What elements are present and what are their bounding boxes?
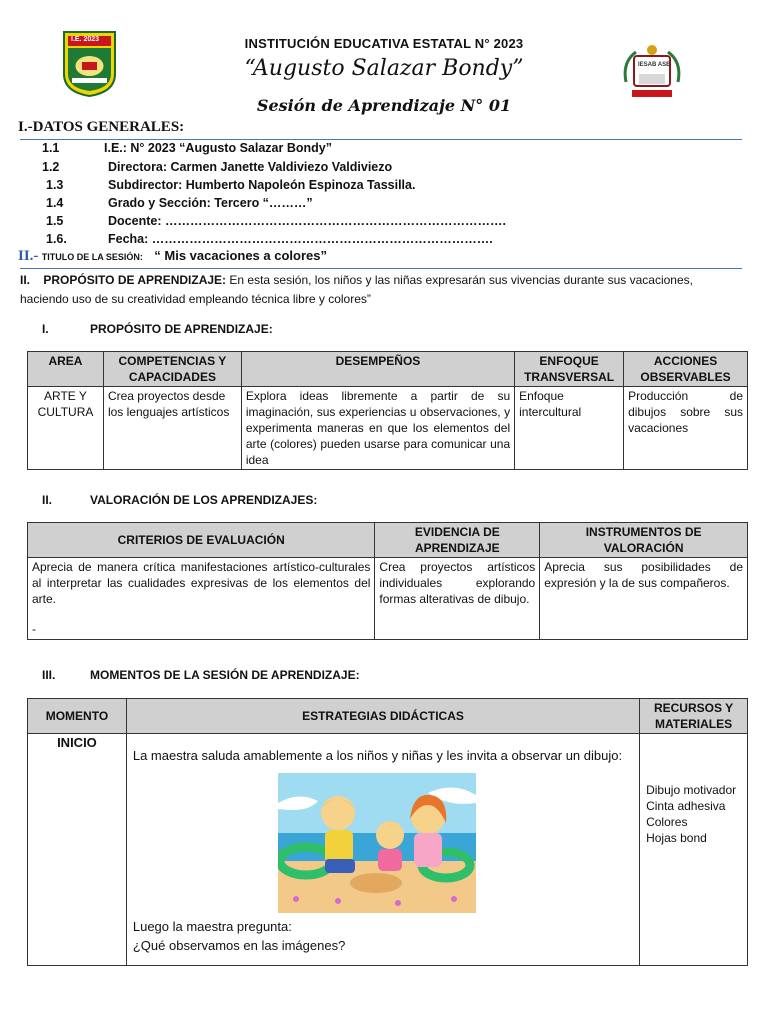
table-cell: Aprecia sus posibilidades de expresión y la de sus compañeros. [540, 558, 748, 640]
table-header: RECURSOS Y MATERIALES [640, 699, 748, 734]
item-number: 1.2 [42, 160, 60, 174]
table-cell: Explora ideas libremente a partir de su imaginación, sus experiencias u observaciones, y experimenta maneras en que los elementos del arte (colores) pueden usarse para comunicar una idea [241, 387, 514, 470]
session-moments-table [27, 698, 748, 966]
purpose-table [27, 351, 748, 470]
question-text: ¿Qué observamos en las imágenes? [132, 938, 346, 953]
item-text: Fecha: ………………………………………………………………………. [108, 232, 493, 246]
roman-numeral: I. [42, 322, 49, 336]
table-cell: Producción de dibujos sobre sus vacaciones [624, 387, 748, 470]
purpose-paragraph [20, 271, 740, 309]
purpose-text: En esta sesión, los niños y las niñas expresarán sus vivencias durante sus vacaciones, haciendo uso de su creatividad empleando técnica libre y colores” [20, 273, 693, 306]
purpose-label: PROPÓSITO DE APRENDIZAJE: [43, 273, 227, 287]
table-header: EVIDENCIA DE APRENDIZAJE [375, 523, 540, 558]
item-number: 1.5 [46, 214, 64, 228]
table-header: ACCIONES OBSERVABLES [624, 352, 748, 387]
table-cell: Crea proyectos desde los lenguajes artísticos [103, 387, 241, 470]
session-title-value: “ Mis vacaciones a colores” [154, 248, 327, 263]
logo-right-label: IESAB ASB [638, 62, 671, 68]
roman-numeral: II. [20, 273, 31, 287]
resources-cell [640, 734, 748, 966]
item-text: I.E.: N° 2023 “Augusto Salazar Bondy” [104, 141, 332, 155]
strategy-cell [126, 734, 639, 966]
table-cell: Enfoque intercultural [515, 387, 624, 470]
assessment-table [27, 522, 748, 640]
strategy-intro: La maestra saluda amablemente a los niños y niñas y les invita a observar un dibujo: [132, 748, 623, 763]
section-title: PROPÓSITO DE APRENDIZAJE: [90, 322, 273, 336]
item-text: Grado y Sección: Tercero “………” [108, 196, 313, 210]
resource-item: Hojas bond [646, 831, 707, 845]
table-header: MOMENTO [28, 699, 127, 734]
table-cell [28, 558, 375, 640]
roman-numeral: II. [42, 493, 53, 507]
section-divider [20, 139, 742, 140]
roman-numeral: II.- [18, 248, 39, 264]
item-number: 1.4 [46, 196, 64, 210]
item-number: 1.6. [46, 232, 67, 246]
item-number: 1.1 [42, 141, 60, 155]
table-header: CRITERIOS DE EVALUACIÓN [28, 523, 375, 558]
roman-numeral: III. [42, 668, 56, 682]
criteria-dash: - [32, 622, 36, 636]
institution-title: INSTITUCIÓN EDUCATIVA ESTATAL N° 2023 [244, 36, 524, 51]
moment-cell: INICIO [28, 734, 127, 966]
school-name: “Augusto Salazar Bondy” [244, 56, 524, 81]
resource-item: Cinta adhesiva [646, 799, 726, 813]
logo-left-label: I.E. 2023 [71, 36, 100, 43]
table-header: COMPETENCIAS Y CAPACIDADES [103, 352, 241, 387]
session-title-label: TITULO DE LA SESIÓN: [41, 252, 143, 262]
table-header: ENFOQUE TRANSVERSAL [515, 352, 624, 387]
motivational-drawing [278, 773, 476, 913]
resource-item: Colores [646, 815, 688, 829]
section-title: VALORACIÓN DE LOS APRENDIZAJES: [90, 493, 318, 507]
table-cell: ARTE Y CULTURA [28, 387, 104, 470]
question-intro: Luego la maestra pregunta: [132, 919, 292, 934]
item-number: 1.3 [46, 178, 64, 192]
session-title: Sesión de Aprendizaje N° 01 [256, 96, 512, 115]
item-text: Directora: Carmen Janette Valdiviezo Valdiviezo [108, 160, 393, 174]
table-header: ESTRATEGIAS DIDÁCTICAS [126, 699, 639, 734]
session-title-row [18, 248, 327, 265]
resource-item: Dibujo motivador [646, 783, 737, 797]
table-cell: Crea proyectos artísticos individuales explorando formas alterativas de dibujo. [375, 558, 540, 640]
item-text: Subdirector: Humberto Napoleón Espinoza Tassilla. [108, 178, 416, 192]
table-header: AREA [28, 352, 104, 387]
criteria-text: Aprecia de manera crítica manifestaciones artístico-culturales al interpretar las cualidades expresivas de los elementos del arte. [32, 560, 371, 606]
table-header: INSTRUMENTOS DE VALORACIÓN [540, 523, 748, 558]
section-divider [20, 268, 742, 269]
general-data-heading: I.-DATOS GENERALES: [18, 119, 185, 135]
item-text: Docente: ………………………………………………………………………. [108, 214, 506, 228]
table-header: DESEMPEÑOS [241, 352, 514, 387]
section-title: MOMENTOS DE LA SESIÓN DE APRENDIZAJE: [90, 668, 360, 682]
